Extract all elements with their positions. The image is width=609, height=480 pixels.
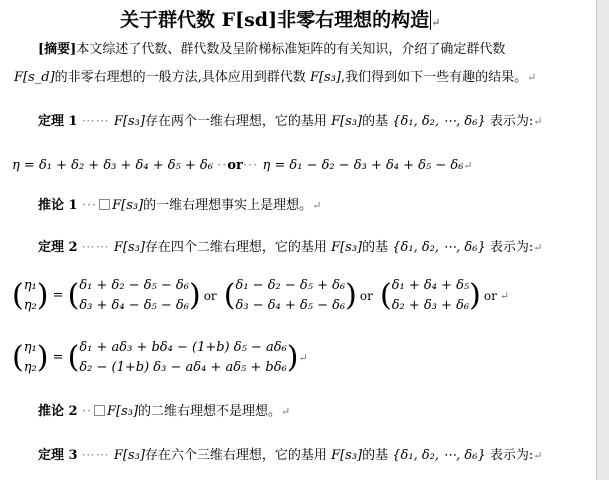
basis-set: {δ₁, δ₂, ⋯, δ₆} — [392, 114, 486, 129]
theorem-1-text-c: 表示为: — [489, 114, 534, 129]
or-separator: or — [359, 289, 373, 303]
matrix-formula-row: ( η₁ η₂ ) = ( δ₁ + δ₂ − δ₅ − δ₆ δ₃ + δ₄ − δ₅ − δ₆ ) or ( δ₁ − δ₂ − δ₅ + δ₆ δ₃ − δ₄ + δ₅ − δ₆ ) or ( δ₁ + δ₄ + δ₅ δ₂ + δ₃ + δ₆ ) or ↵ — [12, 276, 509, 316]
theorem-2-text-c: 表示为: — [489, 240, 534, 255]
theorem-1-text-a: 存在两个一维右理想，它的基用 — [144, 114, 327, 129]
abstract-label: [摘要] — [38, 42, 77, 57]
symbol-F-s3: F[s₃] — [106, 404, 139, 419]
paragraph-mark-icon: ↵ — [533, 241, 543, 254]
paragraph-mark-icon: ↵ — [298, 351, 308, 365]
formula-1-or: or — [227, 158, 243, 173]
paragraph-mark-icon: ↵ — [281, 405, 291, 418]
paragraph-mark-icon: ↵ — [431, 16, 441, 29]
corollary-1 — [38, 198, 321, 214]
vertical-scrollbar[interactable] — [596, 0, 609, 480]
dot-leader: ⋯⋯ — [81, 240, 110, 255]
theorem-3-label: 定理 3 — [38, 448, 78, 463]
paragraph-mark-icon: ↵ — [533, 449, 543, 462]
basis-set: {δ₁, δ₂, ⋯, δ₆} — [392, 448, 486, 463]
symbol-F-s3: F[s₃] — [113, 114, 145, 129]
theorem-1-label: 定理 1 — [38, 114, 78, 129]
corollary-1-text: 的一维右理想事实上是理想。 — [143, 198, 313, 213]
symbol-F-s3: F[s₃] — [112, 198, 144, 213]
paragraph-mark-icon: ↵ — [533, 115, 543, 128]
formula-1-left: η = δ₁ + δ₂ + δ₃ + δ₄ + δ₅ + δ₆ — [12, 158, 213, 173]
placeholder-box-icon — [94, 405, 105, 416]
symbol-F-sd: F[s_d] — [14, 70, 55, 85]
theorem-3-text-c: 表示为: — [489, 448, 534, 463]
theorem-3-text-b: 的基 — [362, 448, 389, 463]
theorem-1 — [38, 114, 542, 130]
theorem-3 — [38, 448, 542, 464]
symbol-F-s3: F[s₃] — [331, 240, 363, 255]
dot-leader: ⋯⋯ — [81, 114, 110, 129]
abstract-line-1 — [38, 42, 505, 58]
or-separator: or — [203, 289, 217, 303]
dot-leader: ··· — [242, 158, 259, 173]
paragraph-mark-icon: ↵ — [463, 159, 473, 172]
placeholder-box-icon — [99, 199, 110, 210]
paragraph-mark-icon: ↵ — [312, 199, 322, 212]
page-title: 关于群代数 F[sd]非零右理想的构造 ↵ — [120, 9, 441, 31]
abstract-text-2: 的非零右理想的一般方法,具体应用到群代数 — [54, 70, 306, 85]
theorem-2-label: 定理 2 — [38, 240, 78, 255]
theorem-2 — [38, 240, 542, 256]
paragraph-mark-icon: ↵ — [499, 289, 510, 303]
theorem-1-text-b: 的基 — [362, 114, 389, 129]
theorem-2-text-a: 存在四个二维右理想，它的基用 — [144, 240, 327, 255]
corollary-2-text: 的二维右理想不是理想。 — [138, 404, 282, 419]
matrix-general: ( η₁ η₂ ) = ( δ₁ + aδ₃ + bδ₄ − (1+b) δ₅ − aδ₆ δ₂ − (1+b) δ₃ − aδ₄ + aδ₅ + bδ₆ ) ↵ — [12, 338, 308, 378]
corollary-2 — [38, 404, 290, 420]
matrix-option-2: ( δ₁ − δ₂ − δ₅ + δ₆ δ₃ − δ₄ + δ₅ − δ₆ ) — [223, 278, 357, 313]
dot-leader: ··· — [81, 198, 98, 213]
or-separator: or — [483, 289, 497, 303]
matrix-general-lhs: ( η₁ η₂ ) — [12, 340, 49, 375]
matrix-option-1: ( δ₁ + δ₂ − δ₅ − δ₆ δ₃ + δ₄ − δ₅ − δ₆ ) — [67, 278, 201, 313]
matrix-option-3: ( δ₁ + δ₄ + δ₅ δ₂ + δ₃ + δ₆ ) — [379, 278, 481, 313]
theorem-3-text-a: 存在六个三维右理想，它的基用 — [144, 448, 327, 463]
matrix-general-rhs: ( δ₁ + aδ₃ + bδ₄ − (1+b) δ₅ − aδ₆ δ₂ − (1+b) δ₃ − aδ₄ + aδ₅ + bδ₆ ) — [67, 340, 299, 375]
abstract-text-3: ,我们得到如下一些有趣的结果。 — [341, 70, 528, 85]
dot-leader: ·· — [81, 404, 92, 419]
abstract-text-1: 本文综述了代数、群代数及呈阶梯标准矩阵的有关知识，介绍了确定群代数 — [76, 42, 506, 57]
dot-leader: ⋯⋯ — [81, 448, 110, 463]
symbol-F-s3: F[s₃] — [113, 240, 145, 255]
symbol-F-s3: F[s₃] — [331, 448, 363, 463]
dot-leader: ·· — [217, 158, 228, 173]
corollary-2-label: 推论 2 — [38, 404, 78, 419]
abstract-line-2 — [14, 70, 536, 86]
formula-1 — [12, 158, 473, 174]
paragraph-mark-icon: ↵ — [527, 71, 537, 84]
symbol-F-s3: F[s₃] — [309, 70, 341, 85]
symbol-F-s3: F[s₃] — [113, 448, 145, 463]
formula-1-right: η = δ₁ − δ₂ − δ₃ + δ₄ + δ₅ − δ₆ — [262, 158, 464, 173]
theorem-2-text-b: 的基 — [362, 240, 389, 255]
basis-set: {δ₁, δ₂, ⋯, δ₆} — [392, 240, 486, 255]
symbol-F-s3: F[s₃] — [331, 114, 363, 129]
corollary-1-label: 推论 1 — [38, 198, 78, 213]
matrix-lhs: ( η₁ η₂ ) — [12, 278, 49, 313]
